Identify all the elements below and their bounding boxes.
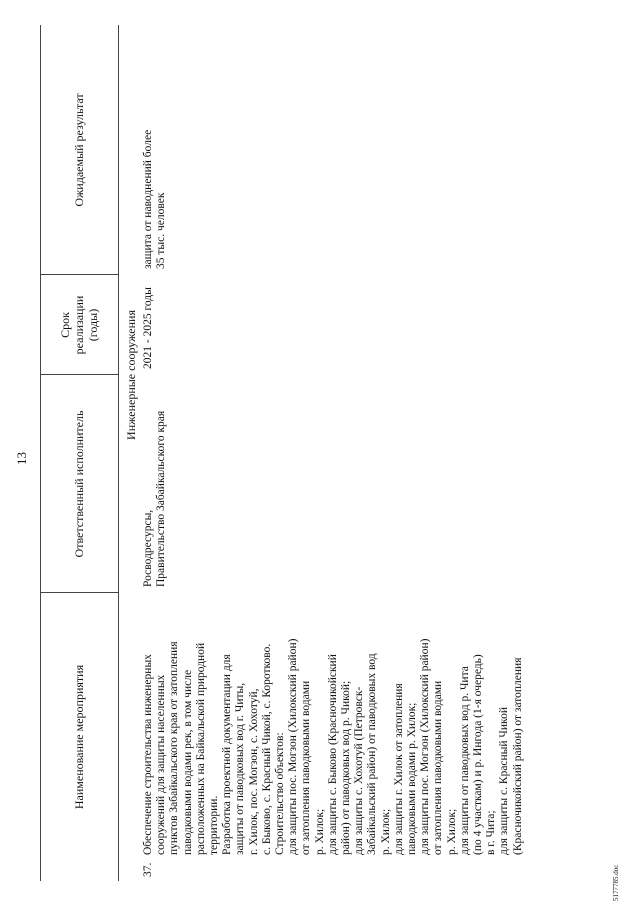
description-line: сооружений для защиты населенных bbox=[155, 674, 168, 855]
description-line: Обеспечение строительства инженерных bbox=[142, 654, 154, 855]
description-line: для защиты пос. Могзон (Хилокский район) bbox=[419, 638, 432, 855]
description-line: территории. bbox=[208, 795, 221, 855]
row-number: 37. bbox=[142, 862, 154, 877]
header-term: Срок реализации (годы) bbox=[58, 295, 100, 355]
header-result: Ожидаемый результат bbox=[72, 93, 86, 207]
executor-line: Правительство Забайкальского края bbox=[155, 410, 168, 587]
table-header-rule bbox=[118, 25, 119, 881]
description-line: для защиты с. Красный Чикой bbox=[498, 707, 511, 855]
executor-line: Росводресурсы, bbox=[142, 509, 154, 587]
row-description bbox=[142, 639, 525, 855]
description-line: паводковыми водами р. Хилок; bbox=[406, 702, 419, 855]
description-line: от затопления паводковыми водами bbox=[300, 680, 313, 855]
description-line: расположенных на Байкальской природной bbox=[194, 642, 207, 855]
section-title: Инженерные сооружения bbox=[124, 310, 138, 440]
description-line: р. Хилок; bbox=[313, 808, 326, 855]
row-result bbox=[142, 130, 168, 269]
description-line: для защиты г. Хилок от затопления bbox=[392, 683, 405, 855]
result-line: 35 тыс. человек bbox=[155, 192, 168, 269]
row-term: 2021 - 2025 годы bbox=[142, 287, 154, 369]
description-line: пунктов Забайкальского края от затопления bbox=[168, 641, 181, 855]
description-line: район) от паводковых вод р. Чикой; bbox=[340, 680, 353, 855]
description-line: Забайкальский район) от паводковых вод bbox=[366, 653, 379, 855]
description-line: г. Хилок, пос. Могзон, с. Хохотуй, bbox=[247, 688, 260, 855]
description-line: с. Быково, с. Красный Чикой, с. Коротково. bbox=[260, 643, 273, 855]
description-line: паводковыми водами рек, в том числе bbox=[181, 669, 194, 855]
page-number: 13 bbox=[14, 452, 29, 465]
description-line: от затопления паводковыми водами bbox=[432, 680, 445, 855]
result-line: защита от наводнений более bbox=[142, 129, 154, 269]
description-line: Строительство объектов: bbox=[274, 732, 287, 855]
description-line: защиты от паводковых вод г. Читы, bbox=[234, 682, 247, 855]
header-executor: Ответственный исполнитель bbox=[72, 410, 86, 558]
header-name: Наименование мероприятия bbox=[72, 664, 86, 810]
footer-code: 5177785.doc bbox=[612, 864, 620, 901]
description-line: для защиты с. Быково (Красночикойский bbox=[326, 654, 339, 855]
description-line: р. Хилок; bbox=[379, 808, 392, 855]
description-line: в г. Чита; bbox=[485, 810, 498, 855]
description-line: Разработка проектной документации для bbox=[221, 654, 234, 855]
description-line: р. Хилок; bbox=[445, 808, 458, 855]
description-line: (по 4 участкам) и р. Ингода (1-я очередь) bbox=[472, 654, 485, 855]
row-executor bbox=[142, 411, 168, 587]
description-line: для защиты от паводковых вод р. Чита bbox=[458, 666, 471, 855]
description-line: (Красночикойский район) от затопления bbox=[511, 657, 524, 855]
description-line: для защиты пос. Могзон (Хилокский район) bbox=[287, 638, 300, 855]
description-line: для защиты с. Хохотуй (Петровск- bbox=[353, 686, 366, 855]
